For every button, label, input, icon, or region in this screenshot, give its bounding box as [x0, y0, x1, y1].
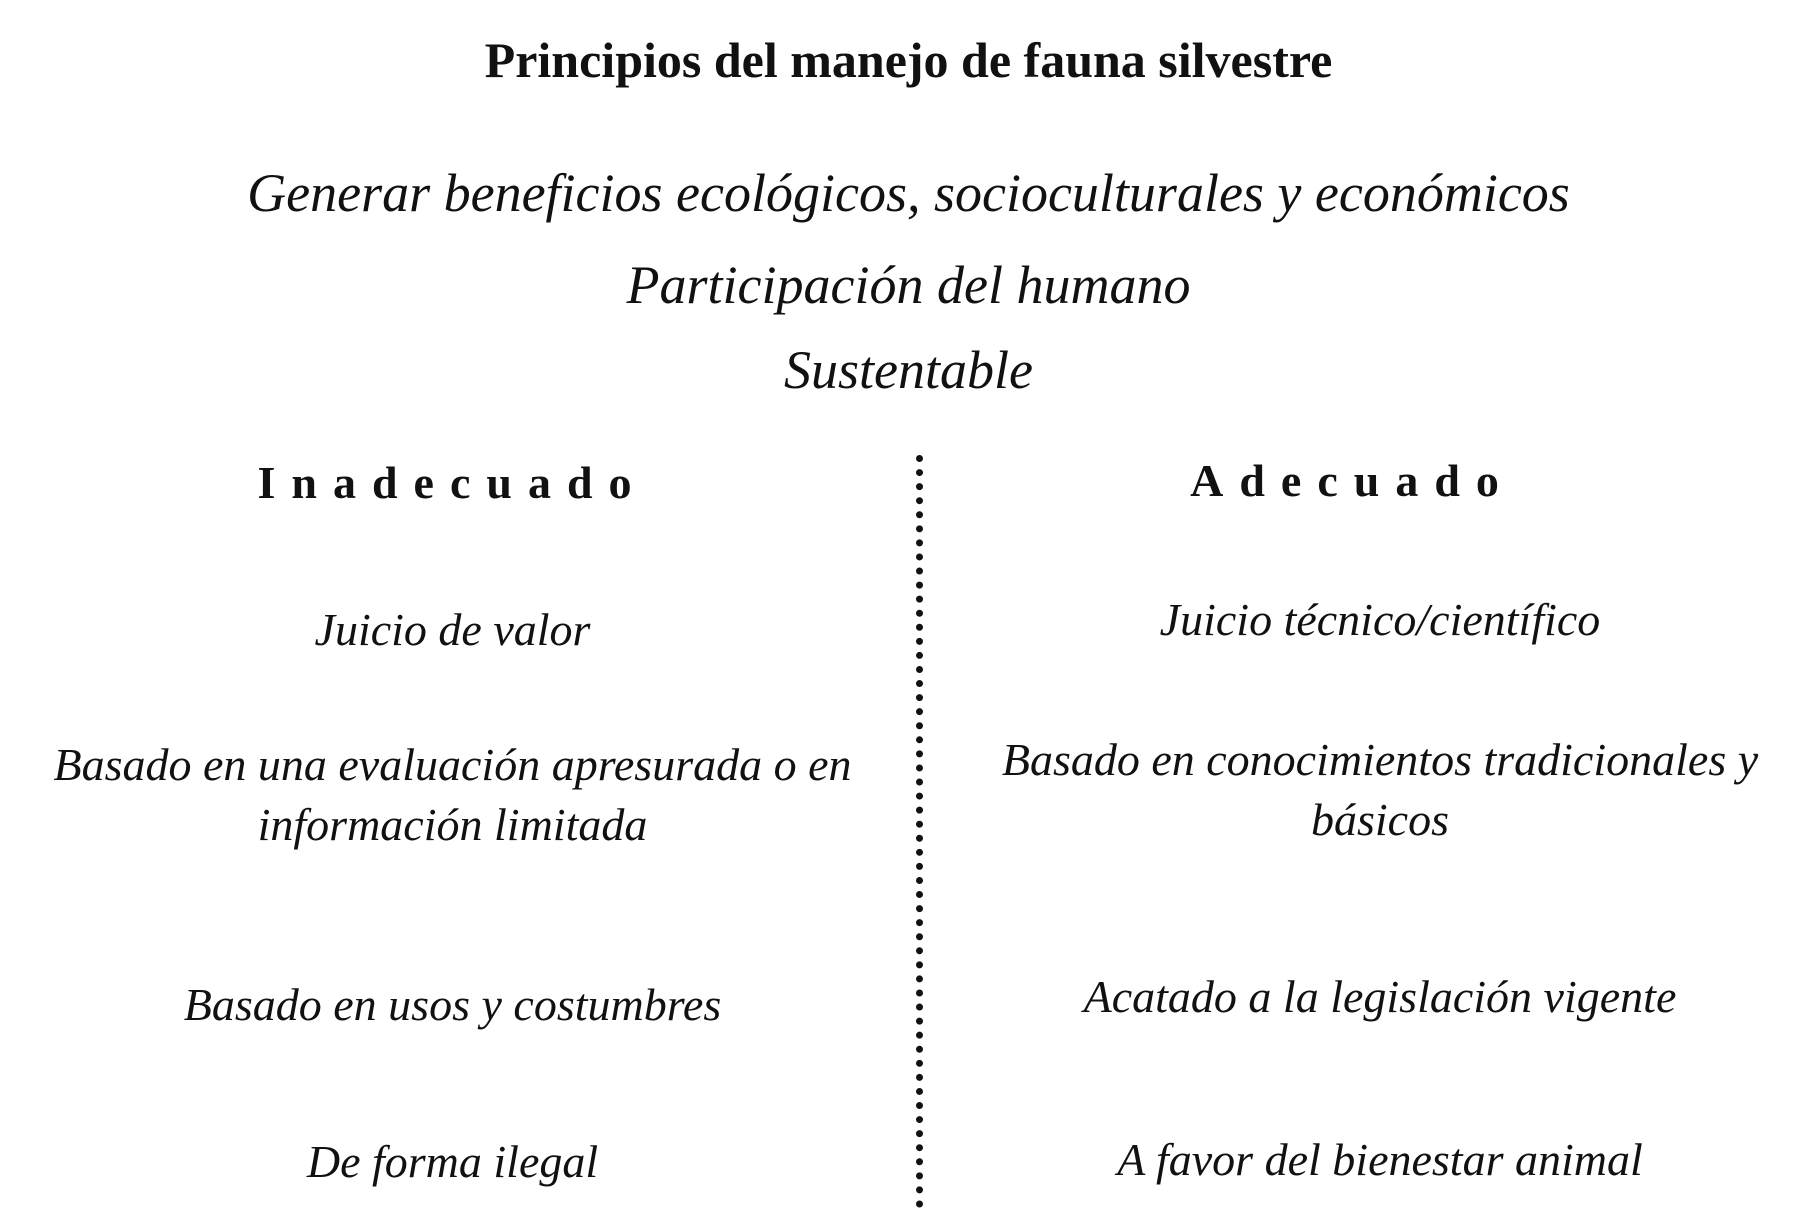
- inadequate-item-limited-information: Basado en una evaluación apresurada o en información limitada: [53, 739, 852, 850]
- diagram-title: Principios del manejo de fauna silvestre: [484, 32, 1333, 88]
- principle-sustainable: Sustentable: [784, 340, 1033, 400]
- adequate-item-animal-welfare: A favor del bienestar animal: [1117, 1134, 1643, 1185]
- inadequate-item-value-judgment: Juicio de valor: [314, 604, 591, 655]
- adequate-item-traditional-knowledge: Basado en conocimientos tradicionales y básicos: [1001, 734, 1759, 845]
- inadequate-item-illegal: De forma ilegal: [306, 1136, 599, 1187]
- adequate-heading: Adecuado: [1190, 455, 1515, 506]
- adequate-item-technical-judgment: Juicio técnico/científico: [1159, 594, 1601, 645]
- inadequate-item-customs: Basado en usos y costumbres: [183, 979, 722, 1030]
- adequate-item-legislation: Acatado a la legislación vigente: [1083, 971, 1677, 1022]
- dotted-column-divider: [916, 455, 923, 1208]
- inadequate-heading: Inadecuado: [257, 457, 648, 508]
- principle-human-participation: Participación del humano: [626, 255, 1191, 315]
- principle-ecological-benefits: Generar beneficios ecológicos, socioculturales y económicos: [247, 163, 1570, 223]
